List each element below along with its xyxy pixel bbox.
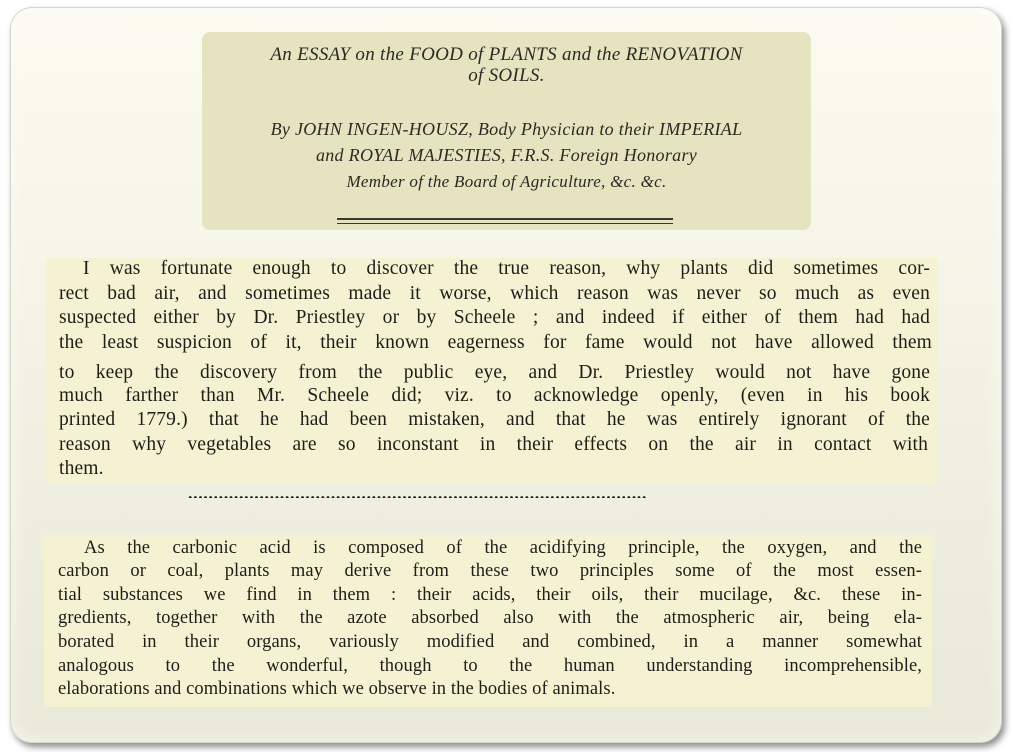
paragraph-1-line: rect bad air, and sometimes made it worse, which reason was never so much as even: [59, 283, 930, 304]
paragraph-2-last-line: elaborations and combinations which we observe in the bodies of animals.: [58, 679, 616, 699]
paragraph-2-line: analogous to the wonderful, though to the human understanding incomprehensible,: [58, 656, 922, 676]
title-block: [202, 32, 811, 230]
paragraph-1-line: I was fortunate enough to discover the true reason, why plants did sometimes cor-: [83, 258, 930, 279]
paragraph-1-line: the least suspicion of it, their known eagerness for fame would not have allowed them: [59, 332, 932, 353]
paragraph-1-line: much farther than Mr. Scheele did; viz. to acknowledge openly, (even in his book: [59, 385, 930, 406]
paragraph-2-line: tial substances we find in them : their acids, their oils, their mucilage, &c. these in-: [58, 585, 922, 605]
essay-title-line-2: of SOILS.: [468, 65, 545, 86]
excerpt-paragraph-2: [44, 535, 932, 707]
paragraph-1-line: printed 1779.) that he had been mistaken, and that he was entirely ignorant of the: [59, 409, 930, 430]
excerpt-paragraph-1: [46, 258, 938, 484]
author-line-3: Member of the Board of Agriculture, &c. &c.: [346, 172, 667, 191]
paragraph-2-line: borated in their organs, variously modified and combined, in a manner somewhat: [58, 632, 922, 652]
paragraph-1-last-line: them.: [59, 458, 104, 479]
paragraph-2-line: carbon or coal, plants may derive from these two principles some of the most essen-: [58, 561, 922, 581]
author-line-2: and ROYAL MAJESTIES, F.R.S. Foreign Honorary: [315, 145, 698, 165]
paragraph-2-line: gredients, together with the azote absorbed also with the atmospheric air, being ela-: [58, 608, 922, 628]
paragraph-1-line: to keep the discovery from the public eye, and Dr. Priestley would not have gone: [59, 362, 930, 383]
ellipsis-separator: ..........................................................................................: [188, 488, 647, 498]
paragraph-1-line: suspected either by Dr. Priestley or by Scheele ; and indeed if either of them had had: [59, 307, 930, 328]
paragraph-2-line: As the carbonic acid is composed of the acidifying principle, the oxygen, and the: [84, 538, 922, 558]
title-rule-thin: [337, 223, 673, 224]
paragraph-1-line: reason why vegetables are so inconstant in their effects on the air in contact with: [59, 434, 928, 455]
title-rule-thick: [337, 218, 673, 220]
author-line-1: By JOHN INGEN-HOUSZ, Body Physician to their IMPERIAL: [270, 119, 743, 139]
essay-title-line-1: An ESSAY on the FOOD of PLANTS and the RENOVATION: [270, 44, 743, 65]
